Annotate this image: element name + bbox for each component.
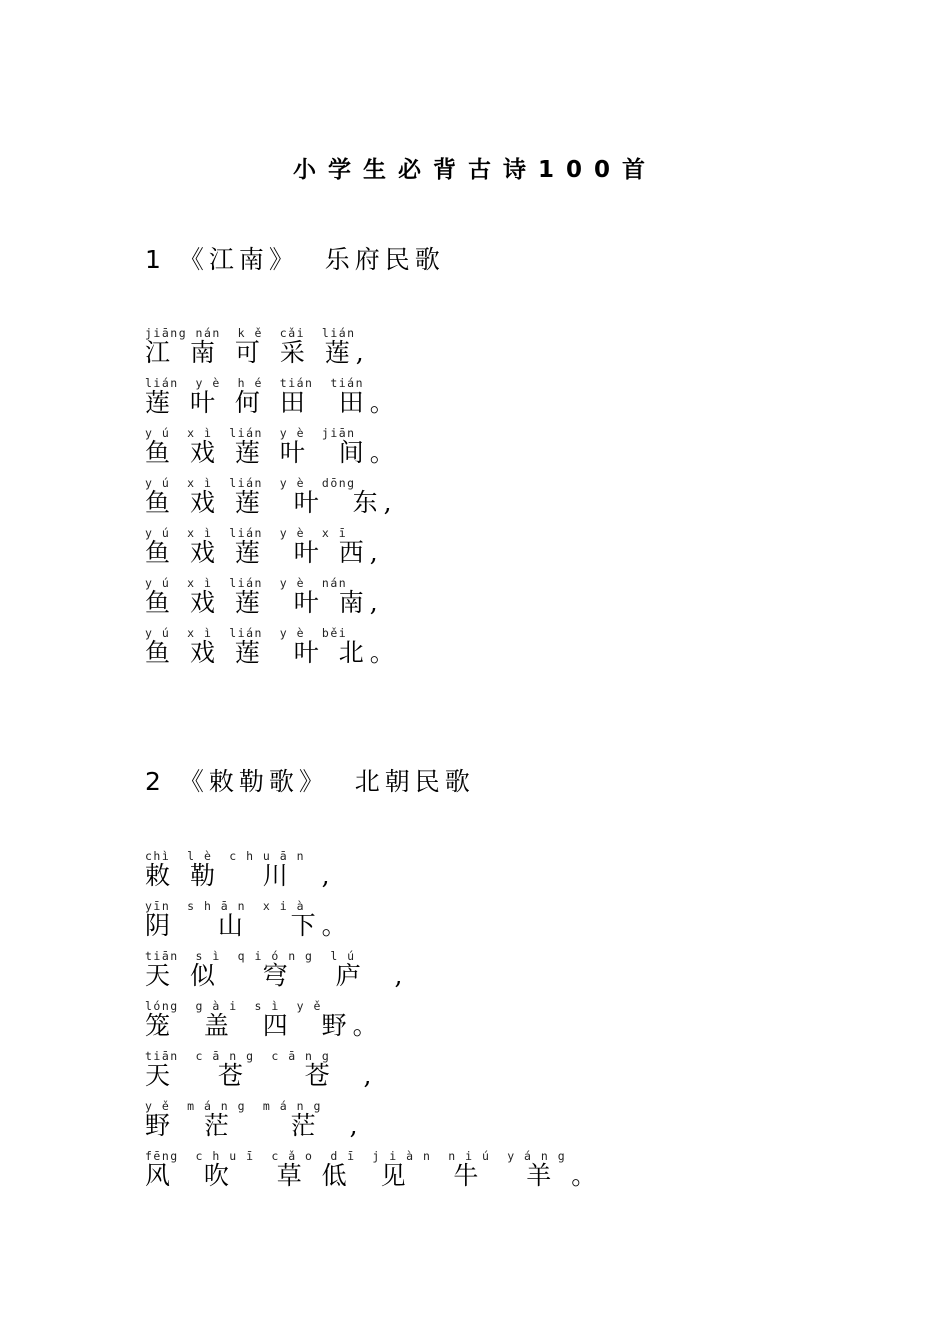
poem-line: [145, 526, 384, 576]
hanzi-text: 鱼 戏 莲 叶 西,: [145, 538, 384, 567]
poem-line: [145, 899, 353, 949]
hanzi-text: 笼 盖 四 野。: [145, 1011, 384, 1040]
hanzi-text: 天 苍 苍 ,: [145, 1061, 378, 1090]
poem-heading: 2 《敕勒歌》 北朝民歌: [145, 767, 475, 796]
poem-line: [145, 1049, 378, 1099]
hanzi-text: 敕 勒 川 ,: [145, 861, 336, 890]
hanzi-text: 风 吹 草 低 见 牛 羊 。: [145, 1161, 603, 1190]
poem-line: [145, 849, 336, 899]
hanzi-text: 鱼 戏 莲 叶 北。: [145, 638, 401, 667]
pinyin-text: chì l è c h u ā n: [145, 849, 306, 863]
pinyin-text: y ě m á n g m á n g: [145, 1099, 322, 1113]
poem-line: [145, 999, 384, 1049]
hanzi-text: 江 南 可 采 莲,: [145, 338, 370, 367]
pinyin-text: y ú x ì lián y è dōng: [145, 476, 356, 490]
poem-line: [145, 626, 401, 676]
poem-line: [145, 1099, 364, 1149]
hanzi-text: 莲 叶 何 田 田。: [145, 388, 401, 417]
pinyin-text: y ú x ì lián y è x ī: [145, 526, 348, 540]
poem-line: [145, 326, 370, 376]
pinyin-text: lián y è h é tián tián: [145, 376, 365, 390]
pinyin-text: y ú x ì lián y è jiān: [145, 426, 356, 440]
poem-line: [145, 476, 398, 526]
pinyin-text: tiān s ì q i ó n g l ú: [145, 949, 356, 963]
pinyin-text: y ú x ì lián y è běi: [145, 626, 348, 640]
hanzi-text: 阴 山 下。: [145, 911, 353, 940]
hanzi-text: 天 似 穹 庐 ,: [145, 961, 409, 990]
pinyin-text: yīn s h ā n x i à: [145, 899, 306, 913]
pinyin-text: y ú x ì lián y è nán: [145, 576, 348, 590]
poem-line: [145, 1149, 603, 1199]
hanzi-text: 鱼 戏 莲 叶 南,: [145, 588, 384, 617]
poem-line: [145, 426, 401, 476]
poem-line: [145, 949, 409, 999]
poem-line: [145, 376, 401, 426]
page-title: 小学生必背古诗100首: [292, 157, 657, 183]
hanzi-text: 鱼 戏 莲 叶 间。: [145, 438, 401, 467]
hanzi-text: 野 茫 茫 ,: [145, 1111, 364, 1140]
pinyin-text: jiāng nán k ě cǎi lián: [145, 326, 356, 340]
poem-heading: 1 《江南》 乐府民歌: [145, 245, 445, 274]
pinyin-text: lóng g à i s ì y ě: [145, 999, 322, 1013]
pinyin-text: fēng c h u ī c ǎ o d ī j i à n n i ú y á n g: [145, 1149, 567, 1163]
poem-line: [145, 576, 384, 626]
pinyin-text: tiān c ā n g c ā n g: [145, 1049, 331, 1063]
hanzi-text: 鱼 戏 莲 叶 东,: [145, 488, 398, 517]
